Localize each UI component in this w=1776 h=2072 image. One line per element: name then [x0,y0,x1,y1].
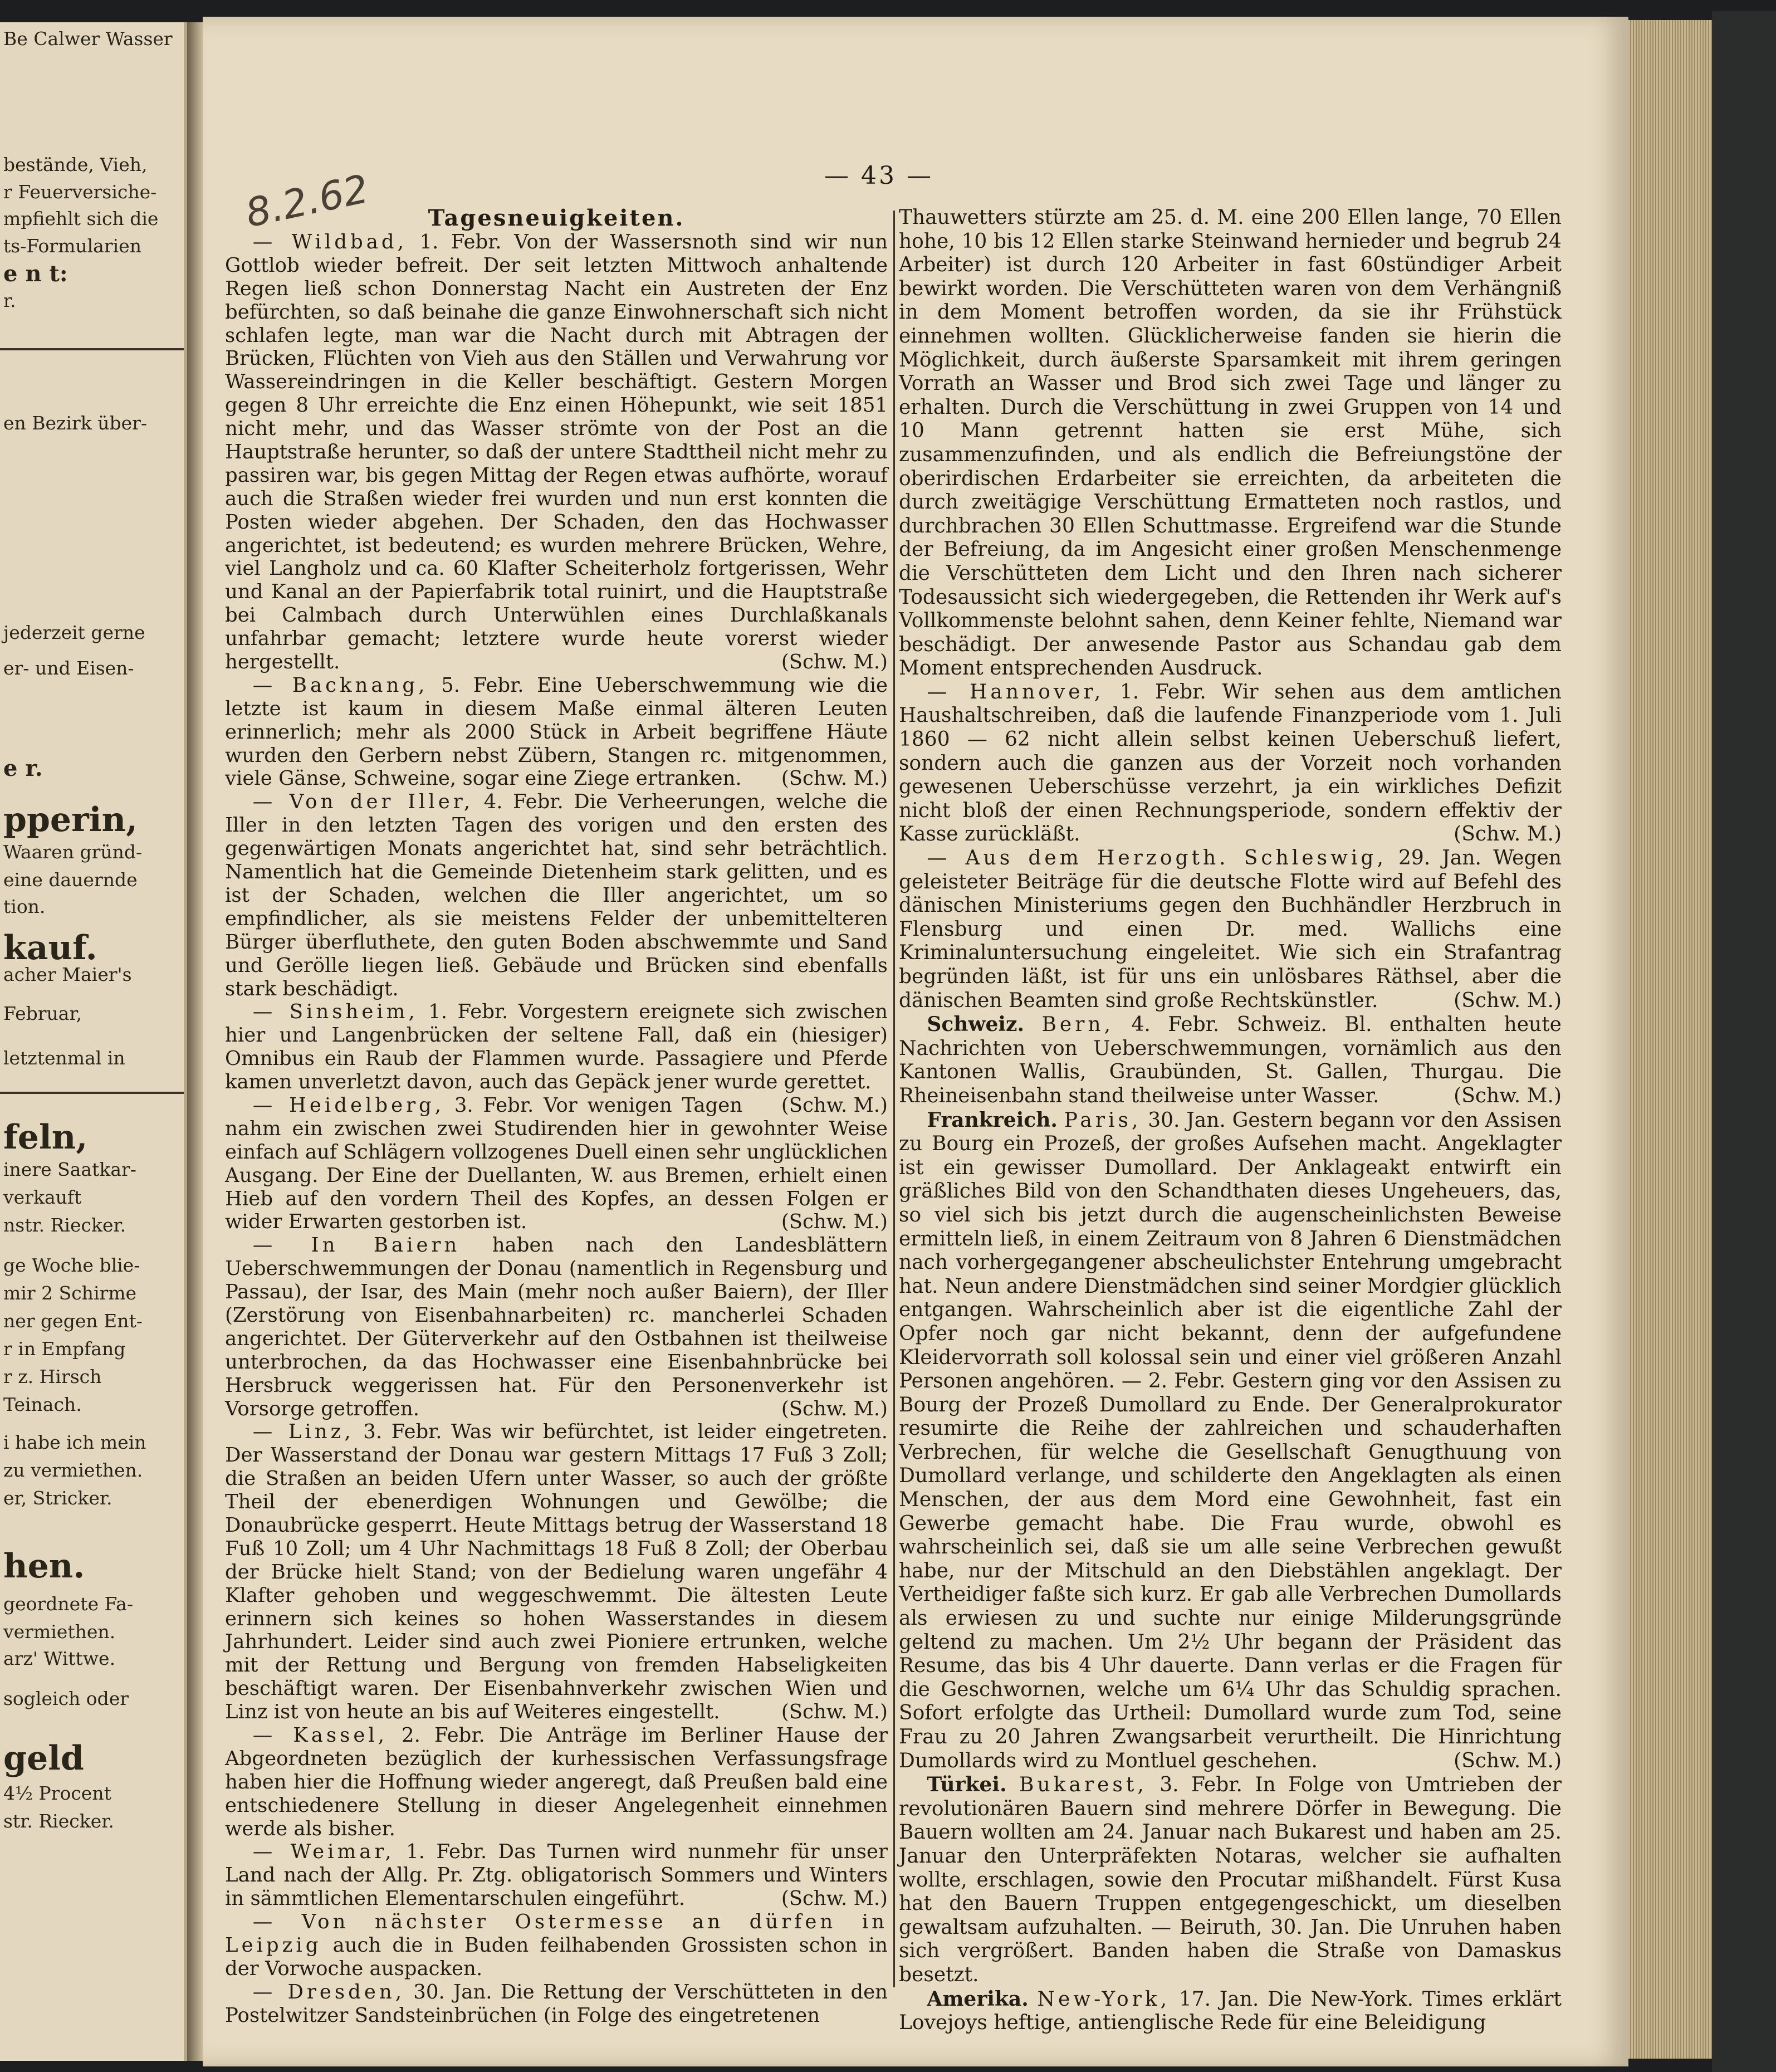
article-dateline: New-York, [1037,1987,1171,2011]
article-source: (Schw. M.) [781,1093,888,1117]
article-dateline: — Weimar, [252,1840,395,1864]
news-article [225,1910,888,1981]
news-article [899,206,1562,681]
news-article [225,231,888,674]
article-source: (Schw. M.) [781,1397,888,1420]
left-page-line: kauf. [3,929,97,967]
left-page-line: bestände, Vieh, [3,154,148,175]
left-page-line: r Feuerversiche- [3,181,157,203]
news-article [899,1013,1562,1108]
news-article [225,1420,888,1724]
article-source: (Schw. M.) [781,767,888,790]
left-page-line: inere Saatkar- [3,1159,136,1180]
pencil-annotation: 8.2.62 [241,165,373,237]
article-text: 4. Febr. Die Verheerungen, welche die Iller in den letzten Tagen des vorigen und den ersten des gegenwärtigen Monats angerichtet hat, sind sehr beträchtlich. Namentlich hat die Gemeinde Dietenheim stark gelitten, und es ist der Schaden, welchen die Iller angerichtet, um so empfindlicher, als sie meistens Felder der unbemittelteren Bürger überfluthete, den guten Boden abschwemmte und Sand und Gerölle liegen ließ. Gebäude und Brücken sind ebenfalls stark beschädigt. [225,790,888,1000]
article-text: 5. Febr. Eine Ueberschwemmung wie die letzte ist kaum in diesem Maße einmal älteren Leuten erinnerlich; mehr als 2000 Stück in Arbeit begriffene Häute wurden den Gerbern nebst Zübern, Stangen rc. mitgenommen, viele Gänse, Schweine, sogar eine Ziege ertranken. [225,673,888,790]
article-dateline: Bukarest, [1019,1773,1147,1797]
article-text: haben nach den Landesblättern Ueberschwemmungen der Donau (namentlich in Regensburg und Passau), der Isar, des Main (mehr noch außer Baiern), der Iller (Zerstörung von Eisenbahnarbeiten) rc. mancherlei Schaden angerichtet. Der Güterverkehr auf den Ostbahnen ist theilweise unterbrochen, da das Hochwasser eine Eisenbahnbrücke bei Hersbruck weggerissen hat. Für den Personenverkehr ist Vorsorge getroffen. [225,1234,888,1420]
left-page-line: r in Empfang [3,1338,126,1360]
news-article [225,1724,888,1840]
left-page-line: arz' Wittwe. [3,1648,116,1669]
article-source: (Schw. M.) [1454,1084,1562,1107]
article-text: 4. Febr. Schweiz. Bl. enthalten heute Nachrichten von Ueberschwemmungen, vornämlich aus den Kantonen Wallis, Graubünden, St. Gallen, Thurgau. Die Rheineisenbahn stand theilweise unter Wasser. [899,1013,1562,1107]
left-page-line: r z. Hirsch [3,1366,102,1387]
article-text: 30. Jan. Gestern begann vor den Assisen zu Bourg ein Prozeß, der großes Aufsehen macht. Angeklagter ist ein gewisser Dumollard. Der Anklageakt entwirft ein gräßliches Bild von den Schandthaten dieses Ungeheuers, das, so viel sich bis jetzt durch die augenscheinlichsten Beweise ermitteln ließ, in einem Zeitraum von 8 Jahren 6 Dienstmädchen nach vorhergegangener abscheulichster Entehrung umgebracht hat. Neun andere Dienstmädchen sind seiner Mordgier glücklich entgangen. Wahrscheinlich aber ist die eigentliche Zahl der Opfer noch gar nicht bekannt, denn der aufgefundene Kleidervorrath soll kolossal sein und einer viel größeren Anzahl Personen angehören. — 2. Febr. Gestern ging vor den Assisen zu Bourg der Prozeß Dumollard zu Ende. Der Generalprokurator resumirte die Reihe der zahlreichen und schauderhaften Verbrechen, für welche die Gesellschaft Genugthuung von Dumollard verlange, und schilderte den Angeklagten als einen Menschen, der aus dem Mord eine Gewohnheit, fast ein Gewerbe gemacht habe. Die Frau wurde, obwohl es wahrscheinlich sei, daß sie um alle seine Verbrechen gewußt habe, nur der Mitschuld an den Diebstählen angeklagt. Der Vertheidiger faßte sich kurz. Er gab alle Verbrechen Dumollards als erwiesen zu und suchte nur einige Milderungsgründe geltend zu machen. Um 2½ Uhr begann der Präsident das Resume, das bis 4 Uhr dauerte. Dann verlas er die Fragen für die Geschwornen, welche um 6¼ Uhr das Schuldig sprachen. Sofort erfolgte das Urtheil: Dumollard wurde zum Tod, seine Frau zu 20 Jahren Zwangsarbeit verurtheilt. Die Hinrichtung Dumollards wird zu Montluel geschehen. [899,1108,1562,1772]
left-page-line: hen. [3,1547,85,1586]
left-page-line: geordnete Fa- [3,1593,133,1615]
section-heading: Tagesneuigkeiten. [428,205,685,231]
news-article [225,1981,888,2027]
left-page-line: sogleich oder [3,1688,129,1709]
news-article [899,1773,1562,1987]
left-page-line: Februar, [3,1003,82,1024]
left-page-line: acher Maier's [3,964,132,985]
news-article [225,1840,888,1910]
news-article [899,681,1562,847]
left-page-line: str. Riecker. [3,1810,114,1832]
article-text: 2. Febr. Die Anträge im Berliner Hause der Abgeordneten bezüglich der kurhessischen Verfassungsfrage haben hier die Hoffnung wieder angeregt, daß Preußen bald eine entschiedenere Stellung in dieser Angelegenheit einnehmen werde als bisher. [225,1724,888,1840]
left-page-line: r. [3,290,16,311]
left-page-line: 4½ Procent [3,1782,111,1804]
article-country: Schweiz. [927,1013,1025,1037]
article-source: (Schw. M.) [1454,989,1562,1012]
article-source: (Schw. M.) [781,1700,888,1724]
article-dateline: — In Baiern [252,1234,461,1257]
article-text: 3. Febr. In Folge von Umtrieben der revolutionären Bauern sind mehrere Dörfer in Bewegung. Die Bauern wollten am 24. Januar nach Bukarest und haben am 25. Januar den Unterpräfekten Notaras, welcher sie aufhalten wollte, erschlagen, sowie den Procutar mißhandelt. Fürst Kusa hat den Bauern Truppen entgegengeschickt, um dieselben gewaltsam aufzuhalten. — Beiruth, 30. Jan. Die Unruhen haben sich vergrößert. Banden haben die Straße von Damaskus besetzt. [899,1773,1562,1986]
article-text: 3. Febr. Was wir befürchtet, ist leider eingetreten. Der Wasserstand der Donau war gestern Mittags 17 Fuß 3 Zoll; die Straßen an beiden Ufern unter Wasser, so auch der größte Theil der ebenerdigen Wohnungen und Gewölbe; die Donaubrücke gesperrt. Heute Mittags betrug der Wasserstand 18 Fuß 10 Zoll; um 4 Uhr Nachmittags 18 Fuß 8 Zoll; der Oberbau der Brücke hielt Stand; von der Bedielung waren ungefähr 4 Klafter gehoben und weggeschwemmt. Die ältesten Leute erinnern sich keines so hohen Wasserstandes in diesem Jahrhundert. Leider sind auch zwei Pioniere ertrunken, welche mit der Rettung und Bergung von fremden Habseligkeiten beschäftigt waren. Der Eisenbahnverkehr zwischen Wien und Linz ist von heute an bis auf Weiteres eingestellt. [225,1420,888,1724]
article-country: Türkei. [927,1773,1007,1797]
left-page-line: mpfiehlt sich die [3,208,159,229]
article-dateline: — Aus dem Herzogth. Schleswig, [927,847,1387,870]
article-source: (Schw. M.) [781,1887,888,1910]
left-page-line: Teinach. [3,1394,82,1415]
article-dateline: — Wildbad, [252,231,407,253]
article-dateline: — Von der Iller, [252,790,474,814]
article-dateline: — Kassel, [252,1724,388,1747]
book-gutter [187,22,203,2061]
article-text: 30. Jan. Die Rettung der Verschütteten in den Postelwitzer Sandsteinbrüchen (in Folge des eingetretenen [225,1980,888,2027]
article-text: Thauwetters stürzte am 25. d. M. eine 200 Ellen lange, 70 Ellen hohe, 10 bis 12 Ellen starke Steinwand hernieder und begrub 24 Arbeiter) ist durch 120 Arbeiter in fast 60stündiger Arbeit bewirkt worden. Die Verschütteten waren von dem Verhängniß in dem Moment betroffen worden, da sie ihr Frühstück einnehmen wollten. Glücklicherweise fanden sie hierin die Möglichkeit, durch äußerste Sparsamkeit mit ihrem geringen Vorrath an Wasser und Brod sich zwei Tage und länger zu erhalten. Durch die Verschüttung in zwei Gruppen von 14 und 10 Mann getrennt hatten sie erst Mühe, sich zusammenzufinden, und als endlich die Befreiungstöne der oberirdischen Erdarbeiter sie erreichten, da arbeiteten die durch zweitägige Verschüttung Ermatteten noch rastlos, und durchbrachen 30 Ellen Schuttmasse. Ergreifend war die Stunde der Befreiung, da im Angesicht einer großen Menschenmenge die Verschütteten dem Licht und den Ihren nach sicherer Todesaussicht sich wiedergegeben, die Rettenden ihr Werk auf's Vollkommenste belohnt sahen, denn Keiner fehlte, Niemand war beschädigt. Der anwesende Pastor aus Schandau gab dem Moment entsprechenden Ausdruck. [899,206,1562,680]
left-page-line: Waaren gründ- [3,841,143,863]
left-page-line: ge Woche blie- [3,1254,140,1276]
article-text: auch die in Buden feilhabenden Grossisten schon in der Vorwoche auspacken. [225,1934,888,1980]
left-page-line: tion. [3,896,46,917]
news-article [225,1234,888,1420]
left-page-line: zu vermiethen. [3,1459,143,1481]
article-source: (Schw. M.) [1454,1749,1562,1772]
article-source: (Schw. M.) [781,651,888,674]
left-page-line: pperin, [3,800,138,839]
article-text: 3. Febr. Vor wenigen Tagen nahm ein zwischen zwei Studirenden hier in gewohnter Weise einfach auf Schlägern vollzogenes Duell einen sehr unglücklichen Ausgang. Der Eine der Duellanten, W. aus Bremen, erhielt einen Hieb auf den vordern Theil des Kopfes, an dessen Folgen er wider Erwarten gestorben ist. [225,1093,888,1234]
article-text: 1. Febr. Das Turnen wird nunmehr für unser Land nach der Allg. Pr. Ztg. obligatorisch Sommers und Winters in sämmtlichen Elementarschulen eingeführt. [225,1840,888,1910]
news-article [899,847,1562,1013]
left-page-rule [0,348,184,350]
article-country: Amerika. [927,1987,1029,2011]
left-page-line: letztenmal in [3,1047,125,1069]
article-text: 1. Febr. Vorgestern ereignete sich zwischen hier und Langenbrücken der seltene Fall, daß ein (hiesiger) Omnibus ein Raub der Flammen wurde. Passagiere und Pferde kamen unverletzt davon, auch das Gepäck jener wurde gerettet. [225,1000,888,1094]
left-page-line: er- und Eisen- [3,657,134,679]
left-page-line: ner gegen Ent- [3,1310,143,1332]
left-page-line: feln, [3,1118,88,1157]
left-page-line: nstr. Riecker. [3,1214,126,1236]
left-page-line: er, Stricker. [3,1487,112,1509]
article-text: 29. Jan. Wegen geleisteter Beiträge für die deutsche Flotte wird auf Befehl des dänischen Ministeriums gegen den Buchhändler Herzbruch in Flensburg und einen Dr. med. Wallichs eine Kriminaluntersuchung eingeleitet. Wie sich ein Strafantrag begründen läßt, ist für uns ein unlösbares Räthsel, aber die dänischen Beamten sind große Rechtskünstler. [899,847,1562,1012]
article-dateline: — Backnang, [252,673,428,697]
left-page-line: e n t: [3,261,68,287]
article-source: (Schw. M.) [781,1210,888,1234]
left-page-line: geld [3,1739,84,1778]
left-page-fragment [0,22,187,2061]
left-page-rule [0,1092,184,1094]
news-article [899,1987,1562,2035]
left-page-line: vermiethen. [3,1621,116,1643]
article-dateline: Bern, [1041,1013,1114,1037]
left-page-line: en Bezirk über- [3,412,148,434]
column-left [225,206,888,2027]
article-text: 17. Jan. Die New-York. Times erklärt Lovejoys heftige, antienglische Rede für eine Beleidigung [899,1987,1562,2035]
article-dateline: — Dresden, [252,1980,405,2003]
article-country: Frankreich. [927,1108,1058,1132]
left-page-line: Be Calwer Wasser [3,28,173,50]
article-text: 1. Febr. Von der Wassersnoth sind wir nun Gottlob wieder befreit. Der seit letzten Mittwoch anhaltende Regen ließ schon Donnerstag Nacht ein Austreten der Enz befürchten, so daß beinahe die ganze Einwohnerschaft sich nicht schlafen legte, man war die Nacht durch mit Abtragen der Brücken, Flüchten von Vieh aus den Ställen und Verwahrung vor Wassereindringen in die Keller beschäftigt. Gestern Morgen gegen 8 Uhr erreichte die Enz einen Höhepunkt, wie seit 1851 nicht mehr, und das Wasser strömte von der Post an die Hauptstraße herunter, so daß der untere Stadttheil nicht mehr zu passiren war, bis gegen Mittag der Regen etwas aufhörte, worauf auch die Straßen wieder frei wurden und nun erst konnten die Posten wieder abgehen. Der Schaden, den das Hochwasser angerichtet, ist bedeutend; es wurden mehrere Brücken, Wehre, viel Langholz und ca. 60 Klafter Scheiterholz fortgerissen, Wehr und Kanal an der Papierfabrik total ruinirt, und die Hauptstraße bei Calmbach durch Unterwühlen eines Durchlaßkanals unfahrbar gemacht; letztere wurde heute vorerst wieder hergestellt. [225,231,888,674]
news-article [225,790,888,1000]
article-source: (Schw. M.) [1454,823,1562,846]
left-page-line: e r. [3,755,43,781]
article-dateline: — Von nächster Ostermesse an dürfen in Leipzig [225,1910,888,1957]
page-number: — 43 — [824,162,933,190]
article-dateline: — Linz, [252,1420,354,1444]
left-page-line: verkauft [3,1186,82,1208]
page-edges [1628,20,1712,2059]
article-dateline: — Hannover, [927,680,1104,703]
news-article [899,1108,1562,1773]
left-page-line: eine dauernde [3,869,138,891]
book-cover-edge [1712,11,1776,2072]
column-right [899,206,1562,2035]
article-dateline: — Heidelberg, [252,1093,445,1117]
article-dateline: Paris, [1064,1108,1142,1132]
article-dateline: — Sinsheim, [252,1000,418,1024]
left-page-line: mir 2 Schirme [3,1282,137,1304]
column-divider [893,211,895,1987]
left-page-line: jederzeit gerne [3,622,145,643]
left-page-line: i habe ich mein [3,1431,146,1453]
news-article [225,674,888,790]
article-text: 1. Febr. Wir sehen aus dem amtlichen Haushaltschreiben, daß die laufende Finanzperiode vom 1. Juli 1860 — 62 nicht allein selbst keinen Ueberschuß liefert, sondern auch die ganzen aus der Vorzeit noch vorhanden gewesenen Ueberschüsse verzehrt, ja ein wirkliches Defizit nicht bloß der einen Rechnungsperiode, sondern effektiv der Kasse zurückläßt. [899,680,1562,846]
left-page-line: ts-Formularien [3,235,141,257]
